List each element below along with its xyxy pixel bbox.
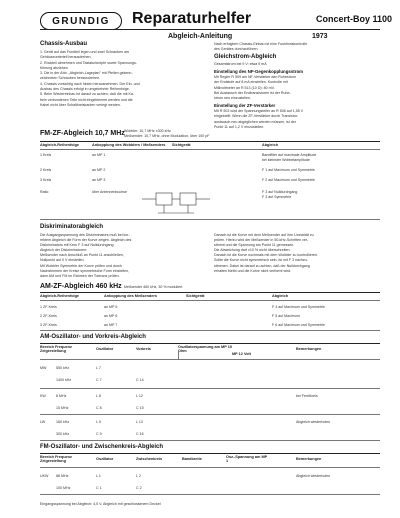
table-cell: C 1 (96, 486, 102, 490)
table-cell: F 6 auf Maximum und Symmetrie (272, 323, 325, 327)
text-line: rektem Abgleich die Form der Kurve zeigen. Abgleich des (40, 238, 132, 243)
column-header: Oszillator (96, 347, 114, 351)
table-cell: 6 MHz (56, 394, 67, 398)
diskriminator-right-text (214, 233, 380, 274)
table-cell: 1400 kHz (56, 378, 72, 382)
text-line: stimmt und die Spannung am Punkt 11 gemessen. (214, 243, 295, 248)
table-cell: L 2 (136, 474, 141, 478)
text-line: strom neu einzustellen. (214, 96, 251, 101)
table-cell: F 1 auf Maximum und Symmetrie (262, 168, 315, 172)
table-rule (40, 388, 380, 389)
am-zf-heading: AM-ZF-Abgleich 460 kHz (40, 283, 122, 290)
gleichstrom-text (214, 62, 380, 67)
table-cell: C 7 (96, 378, 102, 382)
table-cell: L 13 (136, 420, 143, 424)
column-header: Abgleich (262, 143, 279, 147)
table-cell: 88 MHz (56, 474, 69, 478)
column-header: Sichtgerät (186, 294, 205, 298)
table-cell: Abgleich wiederholen (296, 420, 331, 424)
column-header: Oszillator (96, 457, 114, 461)
text-line: 4. Chassis vorsichtig nach hinten herausnehmen. Der Ein- und (40, 81, 140, 86)
text-line: Danach ist die Kurve mit dem Meßsender auf ihre Linearität zu (214, 233, 314, 237)
table-cell: C 16 (136, 432, 144, 436)
footer-note: Eingangsspannung bei Abgleich: 4,5 V, Abgleich mit geschlossenem Deckel (40, 502, 161, 506)
text-line: Gesamtstrom bei 9 V: etwa 9 mA (214, 62, 267, 66)
table-cell: C 14 (136, 378, 144, 382)
text-line: stimmen. Dabei ist darauf zu achten, daß der Nulldurchgang (214, 263, 310, 268)
table-rule (40, 330, 380, 331)
column-header: Bereich Frequenz Zeigerstellung (40, 455, 72, 464)
am-zf-sub: Meßsender 460 kHz, 30 % moduliert (124, 285, 183, 289)
doc-year: 1973 (312, 33, 328, 40)
text-line: 5. Beim Wiedereinbau ist darauf zu achten, daß die mit Ka- (40, 92, 135, 97)
intro-text (214, 42, 380, 53)
text-line: eingestellt. Wenn die ZF-Verstärker durch Transistor- (214, 114, 299, 119)
text-line: Nachstimmen der Kreise symmetrische Form einstellen, (40, 268, 130, 273)
gleichstrom-heading: Gleichstrom-Abgleich (214, 54, 277, 60)
column-header: Abgleich-Reihenfolge (40, 294, 80, 298)
table-cell: L 7 (96, 366, 101, 370)
text-line: Die Abweichung darf ±10 % nicht überschreiten. (214, 248, 291, 253)
table-cell: 1 ZF-Kreis (40, 305, 57, 309)
table-cell: 2 Kreis (40, 168, 52, 172)
text-line: Sollte die Kurve nicht symmetrisch sein, ist mit F 3 nachzu- (214, 258, 308, 263)
table-cell: LW (40, 420, 46, 424)
text-line: führung abziehen. (40, 65, 69, 70)
chassis-text (40, 50, 200, 108)
text-line: austausch neu abgeglichen werden müssen, ist der (214, 119, 296, 124)
diskriminator-left-text (40, 233, 206, 279)
table-cell: L 12 (136, 394, 143, 398)
table-cell: an MP 6 (104, 314, 118, 318)
table-cell: 100 MHz (56, 486, 71, 490)
ratio-circuit-diagram (140, 183, 212, 217)
table-rule (40, 359, 380, 360)
table-cell: 2 ZF-Kreis (40, 314, 57, 318)
table-cell: an MP 1 (92, 153, 106, 157)
text-line: des Gerätes durchzuführen. (214, 47, 259, 52)
text-line: Bei Austausch der Endtransistoren ist der Ruhe- (214, 90, 291, 95)
table-rule (40, 219, 380, 220)
zf-verstaerker-heading: Einstellung der ZF-Verstärker (214, 103, 276, 108)
text-line: Nullpunkt auf 0 V einstellen. (40, 258, 85, 263)
table-cell: F 3 auf Nulldurchgang (262, 190, 298, 194)
text-line: der Endstufe auf 8 mA einstellen. Kontrolle mit (214, 80, 288, 85)
table-rule (40, 292, 380, 293)
text-line: 3. Die in der Abb. „Abgleich-Lageplan" mit Pfeilen gekenn- (40, 71, 133, 76)
table-cell: F 4 auf Maximum und Symmetrie (272, 305, 325, 309)
text-line: Ausbau des Chassis erfolgt in umgekehrter Reihenfolge. (40, 87, 130, 92)
table-cell: MW (40, 366, 47, 370)
column-header: Abgleich-Reihenfolge (40, 143, 80, 147)
table-rule (40, 467, 380, 468)
nf-text (214, 75, 380, 101)
text-line: Mit Wobbler Symmetrie der Kurve prüfen und durch (40, 263, 123, 268)
column-header: Bereich Frequenz Zeigerstellung (40, 345, 72, 354)
text-line: Millivoltmeter an R 513 (10 Ω): 80 mV. (214, 85, 275, 90)
brand-logo: GRUNDIG (40, 12, 122, 30)
text-line: Die Ausgangsspannung des Diskriminators muß bei kor- (40, 233, 130, 237)
table-rule (40, 414, 380, 415)
column-header: Vorkreis (136, 347, 151, 351)
column-header: Bemerkungen (296, 347, 322, 351)
text-line: Meßsender nach Anschluß an Punkt 11 anschließen, (40, 253, 125, 258)
table-cell: F 2 auf Maximum und Symmetrie (262, 178, 315, 182)
table-rule (40, 494, 380, 495)
text-line: 1. Gerät auf das Frontteil legen und zwei Schrauben am (40, 50, 130, 54)
table-cell: an MP 2 (92, 168, 106, 172)
table-rule (40, 300, 380, 301)
text-line: Mit Regler R 509 am NF-Verstärker den Ruhestrom (214, 75, 296, 79)
table-rule (40, 149, 380, 150)
text-line: Mit R 503 wird der Spannungsteiler an R 506 auf 1,55 V (214, 109, 304, 113)
text-line: 2. Rückteil abnehmen und Tastaturknöpfe sowie Spannungs- (40, 60, 137, 65)
text-line: Danach ist die Kurve nochmals mit dem Wobbler zu kontrollieren. (214, 253, 318, 258)
table-cell: L 1 (96, 474, 101, 478)
zf-verstaerker-text (214, 109, 380, 130)
table-cell: Abgleich wiederholen (296, 474, 331, 478)
table-cell: 300 kHz (56, 432, 70, 436)
text-line: Nach erfolgtem Chassis-Einbau ist eine Funktionskontrolle (214, 42, 308, 46)
table-cell: 1 Kreis (40, 153, 52, 157)
column-header: Bemerkungen (296, 457, 322, 461)
table-cell: an MP 5 (104, 305, 118, 309)
table-cell: C 8 (96, 406, 102, 410)
column-header: Zwischenkreis (136, 457, 163, 461)
text-line: Gehäuseunterteil herausdrehen. (40, 55, 92, 60)
am-osz-heading: AM-Oszillator- und Vorkreis-Abgleich (40, 334, 146, 340)
model-name: Concert-Boy 1100 (316, 14, 393, 24)
column-header: Oszillatorspannung am MP 10 Ohm (178, 345, 232, 354)
column-divider (178, 351, 179, 359)
table-cell: 3 ZF-Kreis (40, 323, 57, 327)
table-cell: F 3 auf Symmetrie (262, 195, 292, 199)
text-line: beln verbundenen Teile nicht eingeklemmt werden und die (40, 97, 133, 102)
table-cell: C 2 (136, 486, 142, 490)
table-cell: UKW (40, 474, 49, 478)
table-rule (40, 343, 380, 344)
header-divider (40, 29, 380, 30)
fm-zf-sub-2: Meßsender: 10,7 MHz, ohne Modulation, über 100 pF (124, 134, 210, 138)
table-rule (40, 141, 380, 142)
text-line: Diskriminators mit Kern F 3 auf Nulldurchgang. (40, 243, 115, 248)
column-header: Ankopplung des Meßsenders (104, 294, 157, 298)
table-rule (40, 453, 380, 454)
text-line: erhalten bleibt und die Kurve nicht verformt wird. (214, 268, 292, 273)
table-cell: 15 MHz (56, 406, 69, 410)
table-cell: an MP 7 (104, 323, 118, 327)
fm-osz-heading: FM-Oszillator- und Zwischenkreis-Abgleich (40, 444, 164, 450)
table-cell: Bandfilter auf maximale Amplitude (262, 153, 317, 157)
table-cell: KW (40, 394, 46, 398)
table-cell: F 5 auf Maximum (272, 314, 300, 318)
column-header: MP 12 Volt (232, 352, 251, 356)
nf-heading: Einstellung des NF-Gegenkopplungsstrom (214, 69, 304, 74)
chassis-heading: Chassis-Ausbau (40, 41, 88, 47)
table-cell: 3 Kreis (40, 178, 52, 182)
table-cell: C 15 (136, 406, 144, 410)
table-cell: bei kleinster Wobbelamplitude (262, 158, 310, 162)
column-header: Ankopplung des Wobblers / Meßsenders (92, 143, 166, 147)
text-line: zeichneten Schrauben herausdrehen. (40, 76, 100, 81)
page-title: Reparaturhelfer (132, 10, 252, 27)
diskriminator-heading: Diskriminatorabgleich (40, 224, 104, 230)
table-cell: L 9 (96, 420, 101, 424)
text-line: Abgleich der Diskriminatoren: (40, 248, 87, 253)
column-header: Bandbreite (182, 457, 202, 461)
text-line: prüfen. Hierzu wird der Meßsender in 50-kHz-Schritten ver- (214, 238, 309, 243)
column-header: Osz.-Spannung am MP 1 (226, 455, 268, 464)
fm-zf-sub-1: Wobbler: 10,7 MHz ±300 kHz (124, 129, 171, 133)
table-rule (40, 440, 380, 441)
text-line: Punkt 11 auf 1,2 V einzustellen. (214, 124, 265, 129)
text-line: Kabel nicht über Schaltkreiskanten verlegt werden. (40, 102, 121, 107)
table-cell: 160 kHz (56, 420, 70, 424)
table-cell: über Antennenbuchse (92, 190, 127, 194)
table-cell: Ratio (40, 190, 49, 194)
column-header: Abgleich (272, 294, 289, 298)
text-line: dann AM und FM im Rahmen der Toleranz prüfen. (40, 273, 120, 278)
table-cell: an MP 3 (92, 178, 106, 182)
doc-title: Abgleich-Anleitung (168, 33, 233, 40)
table-cell: bei Ferritkreis (296, 394, 318, 398)
table-cell: L 8 (96, 394, 101, 398)
table-cell: 550 kHz (56, 366, 70, 370)
table-cell: C 9 (96, 432, 102, 436)
fm-zf-heading: FM-ZF-Abgleich 10,7 MHz (40, 130, 125, 137)
column-header: Sichtgerät (172, 143, 191, 147)
